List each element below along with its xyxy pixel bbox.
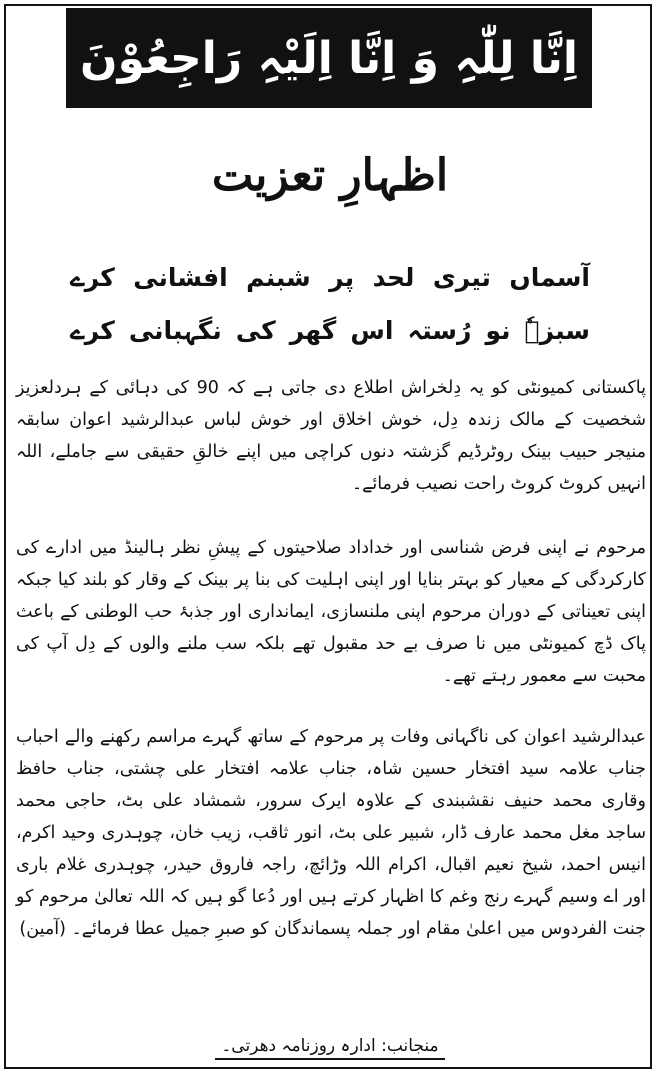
banner-text: اِنَّا لِلّٰہِ وَ اِنَّا اِلَیْہِ رَاجِعُوْنَ bbox=[80, 32, 578, 84]
verse-line-1 bbox=[70, 252, 590, 302]
paragraph-tribute: مرحوم نے اپنی فرض شناسی اور خداداد صلاحیتوں کے پیشِ نظر ہالینڈ میں ادارے کی کارکردگی کے معیار کو بہتر بنایا اور اپنی اہلیت کی بنا پر بینک کے وقار کو بلند کیا جبکہ اپنی تعیناتی کے دوران مرحوم اپنی ملنسازی، ایمانداری اور جذبۂ حب الوطنی کے باعث پاک ڈچ کمیونٹی میں نا صرف بے حد مقبول تھے بلکہ سب ملنے والوں کے دِل آپ کی محبت سے معمور رہتے تھے۔ bbox=[16, 538, 646, 686]
inna-lillah-banner bbox=[66, 8, 592, 108]
verse-word: شبنم bbox=[246, 262, 311, 292]
verse-word: سبزہٗ bbox=[524, 315, 590, 345]
verse-word: آسماں bbox=[509, 262, 590, 292]
verse-word: گھر bbox=[289, 315, 337, 345]
paragraph-announcement: پاکستانی کمیونٹی کو یہ دِلخراش اطلاع دی جاتی ہے کہ 90 کی دہائی کے ہردلعزیز شخصیت کے مالک زندہ دِل، خوش اخلاق اور خوش لباس عبدالرشید اعوان سابقہ منیجر حبیب بینک روٹرڈیم گزشتہ دنوں کراچی میں اپنے خالقِ حقیقی سے جاملے، اللہ انہیں کروٹ کروٹ راحت نصیب فرمائے۔ bbox=[16, 378, 647, 494]
paragraph-condolers: عبدالرشید اعوان کی ناگہانی وفات پر مرحوم کے ساتھ گہرے مراسم رکھنے والے احباب جناب علامہ سید افتخار حسین شاہ، جناب علامہ افتخار علی چشتی، جناب حافظ وقاری محمد حنیف نقشبندی کے علاوہ ایرک سرور، شمشاد علی بٹ، حاجی محمد ساجد مغل محمد عارف ڈار، شبیر علی بٹ، انور ثاقب، زیب خان، چوہدری وحید اکرم، انیس احمد، شیخ نعیم اقبال، اکرام اللہ وڑائچ، راجہ فاروق حیدر، چوہدری غلام باری اور اے وسیم گہرے رنج وغم کا اظہار کرتے ہیں اور دُعا گو ہیں کہ اللہ تعالیٰ مرحوم کو جنت الفردوس میں اعلیٰ مقام اور جملہ پسماندگان کو صبرِ جمیل عطا فرمائے۔ (آمین) bbox=[16, 727, 646, 939]
verse-word: نو bbox=[485, 315, 511, 345]
verse-word: اس bbox=[350, 315, 394, 345]
verse-word: افشانی bbox=[133, 262, 228, 292]
verse-word: کرے bbox=[70, 315, 115, 345]
verse-word: تیری bbox=[432, 262, 491, 292]
verse-word: پر bbox=[329, 262, 355, 292]
verse-word: رُستہ bbox=[407, 315, 472, 345]
verse-word: کی bbox=[235, 315, 276, 345]
verse-word: نگہبانی bbox=[128, 315, 222, 345]
verse-word: لحد bbox=[372, 262, 415, 292]
credit-text: منجانب: ادارہ روزنامہ دھرتی۔ bbox=[215, 1036, 444, 1060]
credit-line bbox=[0, 1035, 660, 1056]
verse-line-2 bbox=[70, 305, 590, 355]
verse-word: کرے bbox=[70, 262, 115, 292]
page-title: اظہارِ تعزیت bbox=[211, 150, 449, 201]
